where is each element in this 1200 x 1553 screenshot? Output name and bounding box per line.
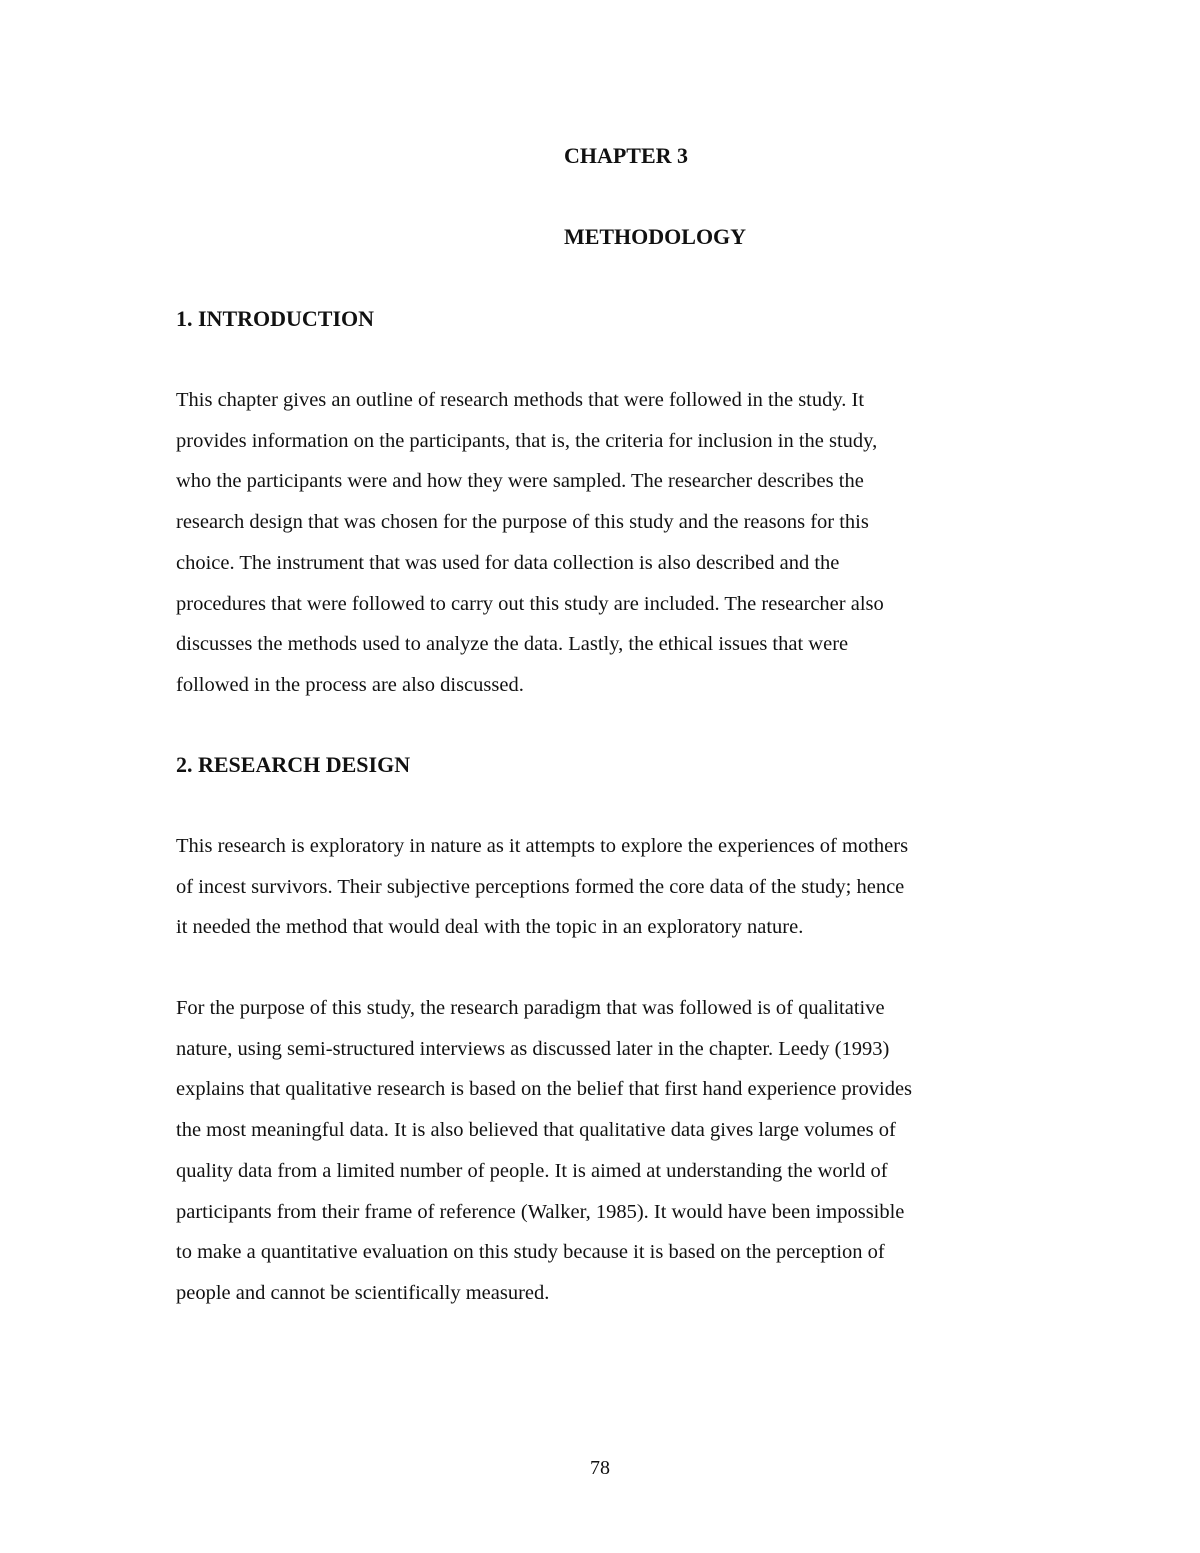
- text-line: it needed the method that would deal with the topic in an exploratory nature.: [176, 916, 804, 939]
- text-line: This research is exploratory in nature as it attempts to explore the experiences of mothers: [176, 835, 909, 857]
- text-line: followed in the process are also discussed.: [176, 673, 524, 696]
- research-design-paragraph-2: [176, 988, 1036, 1314]
- text-line: explains that qualitative research is based on the belief that first hand experience provides: [176, 1078, 913, 1101]
- section-heading-introduction: 1. INTRODUCTION: [176, 306, 375, 331]
- text-line: who the participants were and how they were sampled. The researcher describes the: [176, 470, 864, 493]
- text-line: the most meaningful data. It is also believed that qualitative data gives large volumes of: [176, 1119, 896, 1142]
- text-line: choice. The instrument that was used for data collection is also described and the: [176, 551, 840, 574]
- chapter-label: CHAPTER 3: [563, 143, 689, 168]
- text-line: For the purpose of this study, the research paradigm that was followed is of qualitative: [176, 997, 885, 1019]
- text-line: of incest survivors. Their subjective perceptions formed the core data of the study; hence: [176, 875, 905, 898]
- text-line: participants from their frame of reference (Walker, 1985). It would have been impossible: [176, 1200, 905, 1223]
- section-heading-research-design: 2. RESEARCH DESIGN: [176, 752, 411, 777]
- text-line: procedures that were followed to carry out this study are included. The researcher also: [176, 592, 884, 615]
- chapter-title: METHODOLOGY: [563, 224, 747, 249]
- introduction-paragraph: [176, 380, 1036, 706]
- text-line: research design that was chosen for the purpose of this study and the reasons for this: [176, 511, 869, 534]
- text-line: This chapter gives an outline of research methods that were followed in the study. It: [176, 389, 865, 411]
- text-line: provides information on the participants, that is, the criteria for inclusion in the study,: [176, 429, 878, 452]
- research-design-paragraph-1: [176, 826, 1036, 948]
- text-line: people and cannot be scientifically measured.: [176, 1281, 550, 1304]
- page-number: 78: [590, 1457, 610, 1479]
- text-line: quality data from a limited number of people. It is aimed at understanding the world of: [176, 1159, 888, 1182]
- text-line: to make a quantitative evaluation on this study because it is based on the perception of: [176, 1241, 885, 1264]
- text-line: discusses the methods used to analyze the data. Lastly, the ethical issues that were: [176, 633, 849, 656]
- text-line: nature, using semi-structured interviews as discussed later in the chapter. Leedy (1993): [176, 1037, 890, 1060]
